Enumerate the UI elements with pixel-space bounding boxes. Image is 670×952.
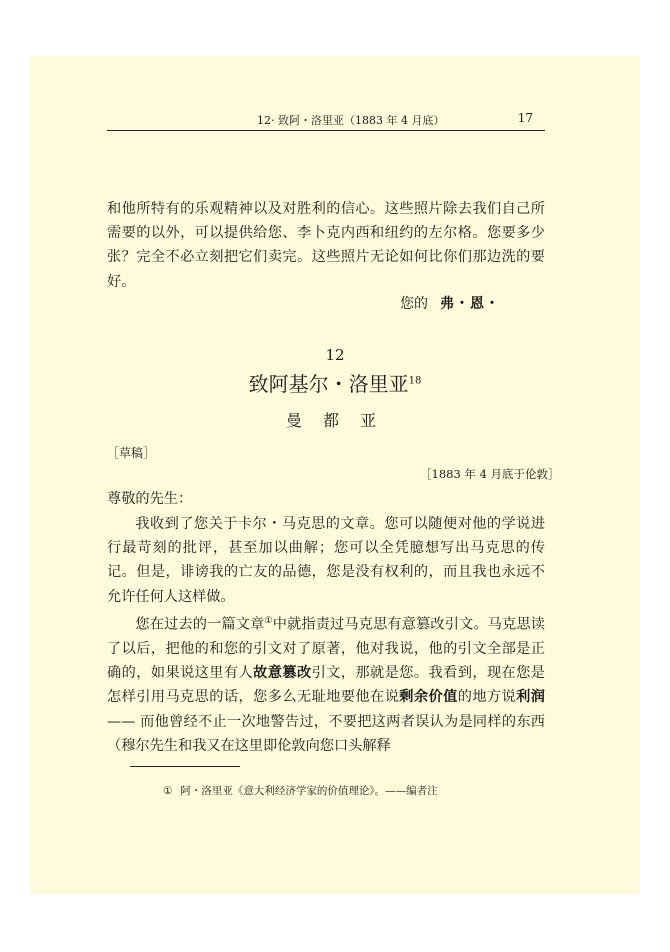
footnote-ref: ① (264, 616, 273, 626)
paragraph-2 (107, 609, 545, 758)
letter-place: 曼 都 亚 (285, 411, 385, 430)
date-line: ［1883 年 4 月底于伦敦］ (420, 467, 560, 481)
footnote (163, 783, 438, 798)
letter-title (0, 368, 670, 397)
signature-line (400, 293, 500, 313)
footnote-text: 阿・洛里亚《意大利经济学家的价值理论》。——编者注 (180, 785, 438, 797)
running-header (107, 108, 545, 131)
p2-text-c: 引文，那就是您。我看到，现在您是怎样引用马克思的话，您多么无耻地要他在说 (107, 665, 545, 706)
letter-title-note: 18 (408, 375, 422, 387)
paragraph-1: 我收到了您关于卡尔・马克思的文章。您可以随便对他的学说进行最苛刻的批评，甚至加以曲解；您可以全凭臆想写出马克思的传记。但是，诽谤我的亡友的品德，您是没有权利的，而且我也永远不允许任何人这样做。 (107, 516, 545, 605)
footnote-divider (130, 766, 240, 767)
header-title: 12· 致阿・洛里亚（1883 年 4 月底） (257, 114, 445, 127)
p2-bold-3: 利润 (516, 689, 545, 706)
p2-bold-2: 剩余价值 (399, 689, 458, 706)
salutation: 尊敬的先生： (107, 491, 193, 507)
closing: 您的 (400, 296, 428, 312)
p2-text-a: 您在过去的一篇文章 (135, 616, 265, 633)
page-number: 17 (517, 111, 533, 125)
p2-text-d: 的地方说 (457, 689, 517, 706)
p2-bold-1: 故意篡改 (253, 665, 312, 682)
p2-text-e: —— 而他曾经不止一次地警告过，不要把这两者误认为是同样的东西（穆尔先生和我又在这里即伦敦向您口头解释 (107, 713, 545, 754)
p2-text-b: 中就指责过马克思有意篡改引文。马克思读了以后，把他的和您的引文对了原著，他对我说，他的引文全部是正确的，如果说这里有人 (107, 616, 545, 682)
draft-label: ［草稿］ (107, 446, 156, 460)
signature: 弗・恩・ (440, 296, 500, 312)
previous-letter-ending: 和他所特有的乐观精神以及对胜利的信心。这些照片除去我们自己所需要的以外，可以提供给您、李卜克内西和纽约的左尔格。您要多少张？完全不必立刻把它们卖完。这些照片无论如何比你们那边洗的要好。 (107, 201, 545, 290)
letter-number: 12 (325, 346, 345, 364)
letter-title-text: 致阿基尔・洛里亚 (248, 372, 409, 396)
footnote-marker: ① (163, 785, 173, 797)
